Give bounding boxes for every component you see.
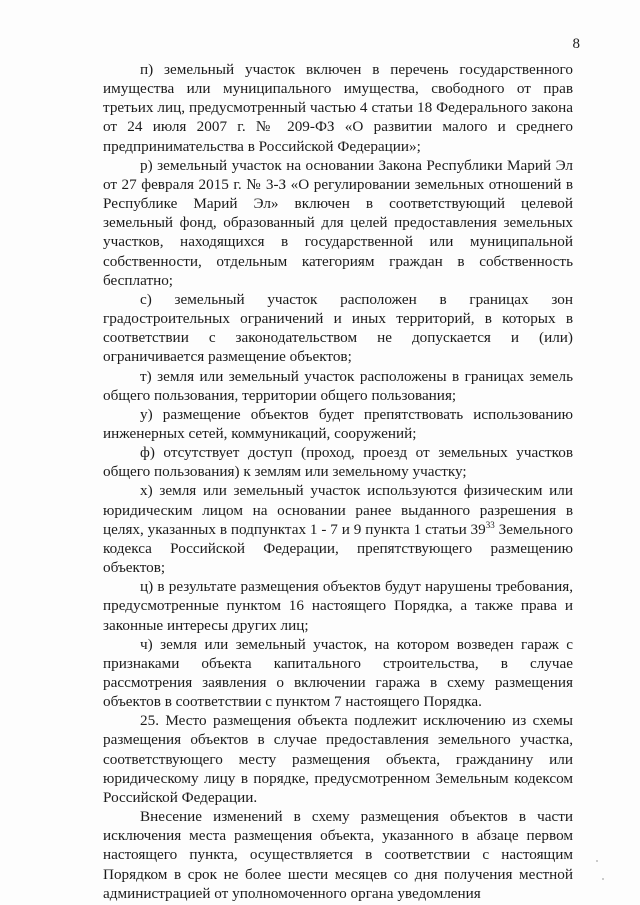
- scan-speck: [596, 860, 598, 862]
- paragraph-item-s: с) земельный участок расположен в границах зон градостроительных ограничений и иных территорий, в которых в соответствии с законодательством не допускается и (или) ограничивается размещение объектов;: [103, 290, 573, 366]
- article-superscript: 33: [485, 519, 495, 530]
- paragraph-item-r: р) земельный участок на основании Закона Республики Марий Эл от 27 февраля 2015 г. № 3-З «О регулировании земельных отношений в Республике Марий Эл» включен в соответствующий целевой земельный фонд, образованный для целей предоставления земельных участков, находящихся в государственной или муниципальной собственности, отдельным категориям граждан в собственность бесплатно;: [103, 156, 573, 289]
- paragraph-x-text: х) земля или земельный участок используются физическим или юридическим лицом на основании ранее выданного разрешения в целях, указанных в подпунктах 1 - 7 и 9 пункта 1 статьи 39: [103, 482, 573, 538]
- paragraph-item-p: п) земельный участок включен в перечень государственного имущества или муниципального имущества, свободного от прав третьих лиц, предусмотренный частью 4 статьи 18 Федерального закона от 24 июля 2007 г. № 209-ФЗ «О развитии малого и среднего предпринимательства в Российской Федерации»;: [103, 61, 573, 155]
- paragraph-item-25: 25. Место размещения объекта подлежит исключению из схемы размещения объектов в случае предоставления земельного участка, соответствующего месту размещения объекта, гражданину или юридическому лицу в порядке, предусмотренном Земельным кодексом Российской Федерации.: [103, 712, 573, 806]
- page-number: 8: [572, 36, 580, 52]
- paragraph-item-f: ф) отсутствует доступ (проход, проезд от земельных участков общего пользования) к землям или земельному участку;: [103, 444, 573, 481]
- paragraph-item-ts: ц) в результате размещения объектов будут нарушены требования, предусмотренные пунктом 16 настоящего Порядка, а также права и законные интересы других лиц;: [103, 578, 573, 634]
- paragraph-item-x: [103, 481, 573, 577]
- paragraph-item-t: т) земля или земельный участок расположены в границах земель общего пользования, территории общего пользования;: [103, 367, 573, 404]
- paragraph-x-text-after: Земельного кодекса Российской Федерации, препятствующего размещению объектов;: [103, 520, 573, 577]
- document-body: [103, 60, 573, 903]
- paragraph-changes: Внесение изменений в схему размещения объектов в части исключения места размещения объекта, указанного в абзаце первом настоящего пункта, осуществляется в соответствии с настоящим Порядком в срок не более шести месяцев со дня получения местной администрацией от уполномоченного органа уведомления: [103, 808, 573, 902]
- paragraph-item-ch: ч) земля или земельный участок, на котором возведен гараж с признаками объекта капитального строительства, в случае рассмотрения заявления о включении гаража в схему размещения объектов в соответствии с пунктом 7 настоящего Порядка.: [103, 635, 573, 711]
- scan-speck: [602, 878, 604, 880]
- paragraph-item-u: у) размещение объектов будет препятствовать использованию инженерных сетей, коммуникаций, сооружений;: [103, 405, 573, 442]
